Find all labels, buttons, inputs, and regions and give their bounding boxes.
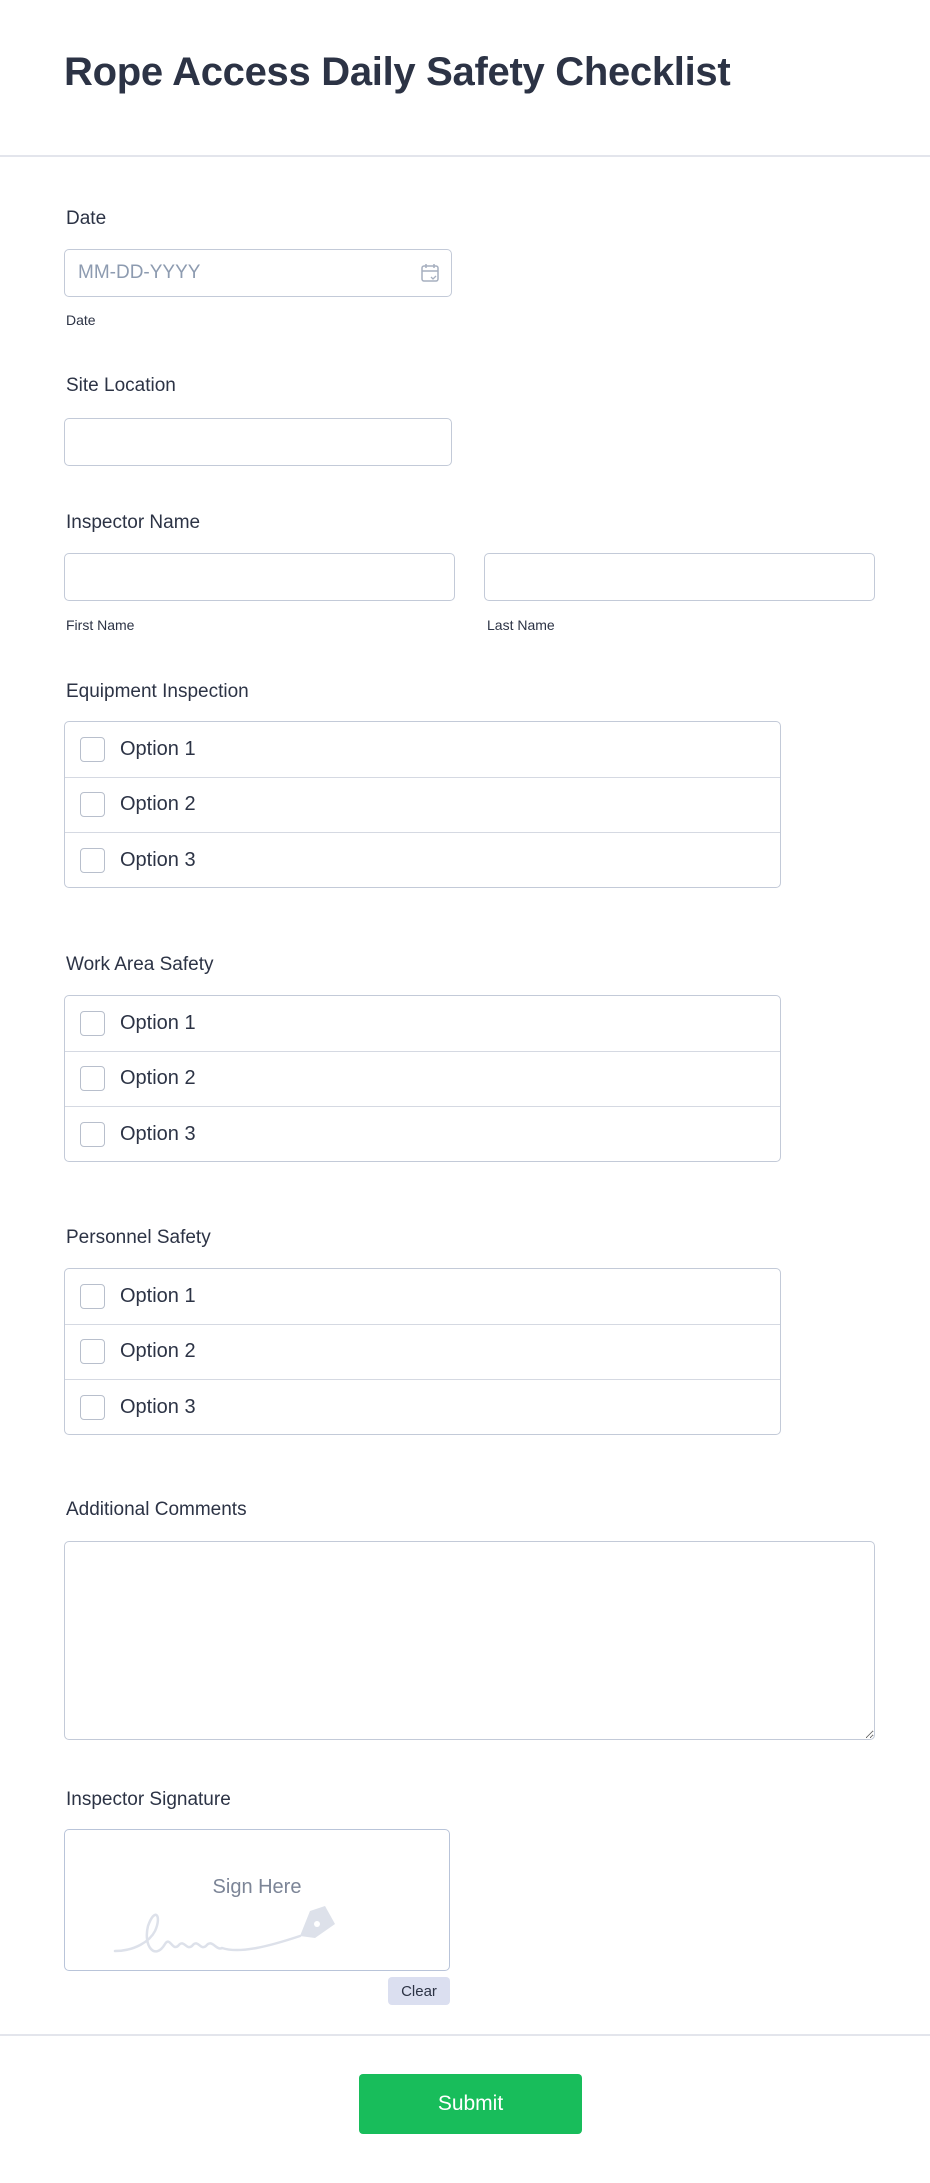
option-label: Option 1 — [120, 1011, 196, 1034]
checkbox-option[interactable] — [65, 1107, 780, 1163]
additional-comments-textarea[interactable] — [64, 1541, 875, 1740]
checkbox[interactable] — [80, 1066, 105, 1091]
checkbox-option[interactable] — [65, 1269, 780, 1325]
equipment-inspection-group — [64, 721, 781, 888]
checkbox[interactable] — [80, 1011, 105, 1036]
signature-pen-icon — [110, 1906, 410, 1968]
checkbox[interactable] — [80, 1284, 105, 1309]
option-label: Option 1 — [120, 737, 196, 760]
checkbox-option[interactable] — [65, 1380, 780, 1436]
option-label: Option 3 — [120, 1396, 196, 1419]
additional-comments-label: Additional Comments — [66, 1499, 247, 1520]
work-area-safety-label: Work Area Safety — [66, 954, 214, 975]
date-sublabel: Date — [66, 312, 96, 328]
header-divider — [0, 155, 930, 157]
checkbox[interactable] — [80, 848, 105, 873]
site-location-label: Site Location — [66, 375, 176, 396]
last-name-sublabel: Last Name — [487, 617, 555, 633]
checkbox-option[interactable] — [65, 722, 780, 778]
option-label: Option 3 — [120, 1123, 196, 1146]
option-label: Option 2 — [120, 1067, 196, 1090]
personnel-safety-group — [64, 1268, 781, 1435]
checkbox[interactable] — [80, 1122, 105, 1147]
signature-pad[interactable] — [64, 1829, 450, 1971]
date-placeholder: MM-DD-YYYY — [78, 262, 201, 283]
checkbox[interactable] — [80, 1339, 105, 1364]
checkbox[interactable] — [80, 792, 105, 817]
submit-button[interactable]: Submit — [359, 2074, 582, 2134]
site-location-input[interactable] — [64, 418, 452, 466]
signature-label: Inspector Signature — [66, 1789, 231, 1810]
checkbox-option[interactable] — [65, 778, 780, 834]
personnel-safety-label: Personnel Safety — [66, 1227, 211, 1248]
option-label: Option 3 — [120, 849, 196, 872]
calendar-icon[interactable] — [421, 263, 439, 282]
first-name-sublabel: First Name — [66, 617, 135, 633]
option-label: Option 2 — [120, 1340, 196, 1363]
option-label: Option 1 — [120, 1284, 196, 1307]
equipment-inspection-label: Equipment Inspection — [66, 681, 249, 702]
checkbox-option[interactable] — [65, 833, 780, 889]
footer-divider — [0, 2034, 930, 2036]
last-name-input[interactable] — [484, 553, 875, 601]
clear-signature-button[interactable]: Clear — [388, 1977, 450, 2005]
signature-placeholder: Sign Here — [212, 1876, 302, 1898]
checkbox[interactable] — [80, 1395, 105, 1420]
checkbox-option[interactable] — [65, 1052, 780, 1108]
page-title: Rope Access Daily Safety Checklist — [64, 50, 731, 94]
checkbox-option[interactable] — [65, 1325, 780, 1381]
date-label: Date — [66, 208, 107, 229]
checkbox[interactable] — [80, 737, 105, 762]
option-label: Option 2 — [120, 793, 196, 816]
inspector-name-label: Inspector Name — [66, 512, 201, 533]
date-input[interactable] — [64, 249, 452, 297]
first-name-input[interactable] — [64, 553, 455, 601]
checkbox-option[interactable] — [65, 996, 780, 1052]
work-area-safety-group — [64, 995, 781, 1162]
